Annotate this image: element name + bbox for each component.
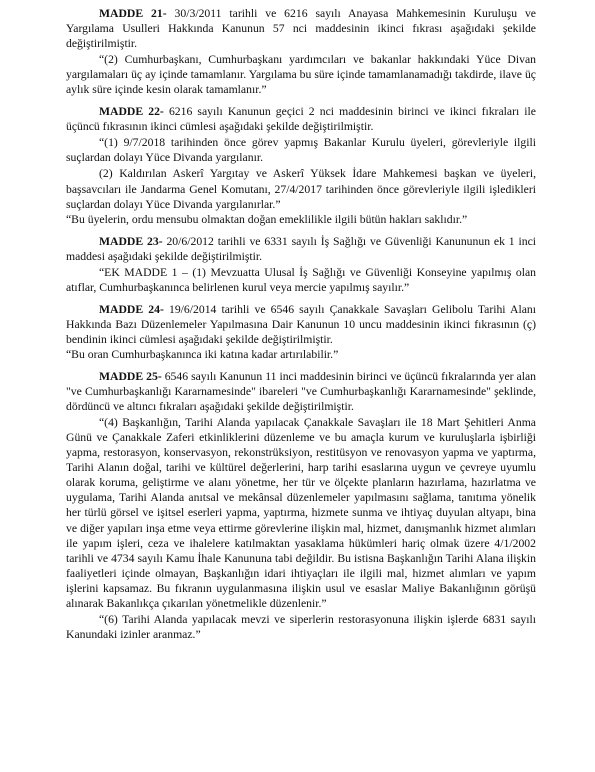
madde-22-paragraph-2: (2) Kaldırılan Askerî Yargıtay ve Askerî Yüksek İdare Mahkemesi başkan ve üyeleri, başsavcıları ile Jandarma Genel Komutanı, 27/4/2017 tarihinden önce görevleriyle ilgili işledikleri suçlardan dolayı Yüce Divanda yargılanırlar.” [66,167,536,211]
document-body [66,6,536,642]
madde-22-paragraph-1: “(1) 9/7/2018 tarihinden önce görev yapmış Bakanlar Kurulu üyeleri, görevleriyle ilgili suçlardan dolayı Yüce Divanda yargılanır. [66,136,536,165]
madde-22-heading: MADDE 22- [99,105,164,119]
madde-25-intro [66,369,536,414]
madde-23-intro-text: 20/6/2012 tarihli ve 6331 sayılı İş Sağlığı ve Güvenliği Kanununun ek 1 inci maddesi aşağıdaki şekilde değiştirilmiştir. [66,234,536,263]
madde-23-paragraph: “EK MADDE 1 – (1) Mevzuatta Ulusal İş Sağlığı ve Güvenliği Konseyine yapılmış olan atıflar, Cumhurbaşkanınca belirlenen kurul veya mercie yapılmış sayılır.” [66,265,536,294]
madde-22-intro [66,104,536,134]
madde-22-paragraph-3: “Bu üyelerin, ordu mensubu olmaktan doğan emeklilikle ilgili bütün hakları saklıdır.” [66,212,468,226]
madde-25-paragraph-1: “(4) Başkanlığın, Tarihi Alanda yapılacak Çanakkale Savaşları ile 18 Mart Şehitleri Anma Günü ve Çanakkale Zaferi etkinliklerini düzenleme ve bu amaçla kurum ve kuruluşlarla işbirliği yapma, restorasyon, konservasyon, rekonstrüksiyon, restitüsyon ve renovasyon yapma ve yaptırma, Tarihi Alanın doğal, tarihi ve kültürel değerlerini, harp tarihi esaslarına uygun ve çevreye uyumlu olarak koruma, geliştirme ve alanı yönetme, her tür ve ölçekte planların hazırlama, hazırlatma ve uygulama, Tarihi Alanda anıtsal ve mekânsal düzenlemeler yapılmasını sağlama, tanıtıma yönelik her türlü görsel ve işitsel eserleri yapma, yaptırma, hizmete sunma ve ihtiyaç duyulan altyapı, bina ve diğer yapıları inşa etme veya ettirme görevlerine ilişkin mal, hizmet, danışmanlık hizmet alımları ile yapım işleri, ceza ve ihalelere katılmaktan yasaklama hükümleri hariç olmak üzere 4/1/2002 tarihli ve 4734 sayılı Kamu İhale Kanununa tabi değildir. Bu istisna Başkanlığın Tarihi Alana ilişkin faaliyetleri içinde olmayan, Başkanlığın idari ihtiyaçları ile ilgili mal, hizmet alımları ve yapım işlerini kapsamaz. Bu fıkranın uygulanmasına ilişkin usul ve esaslar Maliye Bakanlığının görüşü alınarak Bakanlıkça çıkarılan yönetmelikle düzenlenir.” [66,416,536,610]
madde-21-heading: MADDE 21- [99,7,167,20]
madde-25-heading: MADDE 25- [99,370,162,384]
madde-25-paragraph-2: “(6) Tarihi Alanda yapılacak mevzi ve siperlerin restorasyonuna ilişkin işlerde 6831 sayılı Kanundaki izinler aranmaz.” [66,612,536,641]
madde-23-heading: MADDE 23- [99,234,163,248]
madde-24-paragraph: “Bu oran Cumhurbaşkanınca iki katına kadar artırılabilir.” [66,347,339,361]
madde-22-intro-text: 6216 sayılı Kanunun geçici 2 nci maddesinin birinci ve ikinci fıkraları ile üçüncü fıkrasının ikinci cümlesi aşağıdaki şekilde değiştirilmiştir. [66,105,536,134]
madde-21-intro [66,6,536,51]
madde-21-intro-text: 30/3/2011 tarihli ve 6216 sayılı Anayasa Mahkemesinin Kuruluşu ve Yargılama Usulleri Hakkında Kanunun 57 nci maddesinin ikinci fıkrası aşağıdaki şekilde değiştirilmiştir. [66,7,536,51]
madde-23-intro [66,234,536,264]
madde-21-paragraph: “(2) Cumhurbaşkanı, Cumhurbaşkanı yardımcıları ve bakanlar hakkındaki Yüce Divan yargılamaları üç ay içinde tamamlanır. Yargılama bu süre içinde tamamlanamadığı takdirde, ilave üç aylık süre içinde kesin olarak tamamlanır.” [66,53,536,97]
madde-25-intro-text: 6546 sayılı Kanunun 11 inci maddesinin birinci ve üçüncü fıkralarında yer alan "ve Cumhurbaşkanlığı Kararnamesinde" ibareleri "ve Cumhurbaşkanlığı Kararnamesinde" şeklinde, dördüncü ve altıncı fıkraları aşağıdaki şekilde değiştirilmiştir. [66,370,536,414]
madde-24-intro [66,302,536,347]
madde-24-intro-text: 19/6/2014 tarihli ve 6546 sayılı Çanakkale Savaşları Gelibolu Tarihi Alanı Hakkında Bazı Düzenlemeler Yapılmasına Dair Kanunun 10 uncu maddesinin ikinci fıkrasının (ç) bendinin ikinci cümlesi aşağıdaki şekilde değiştirilmiştir. [66,302,536,346]
madde-24-heading: MADDE 24- [99,302,164,316]
